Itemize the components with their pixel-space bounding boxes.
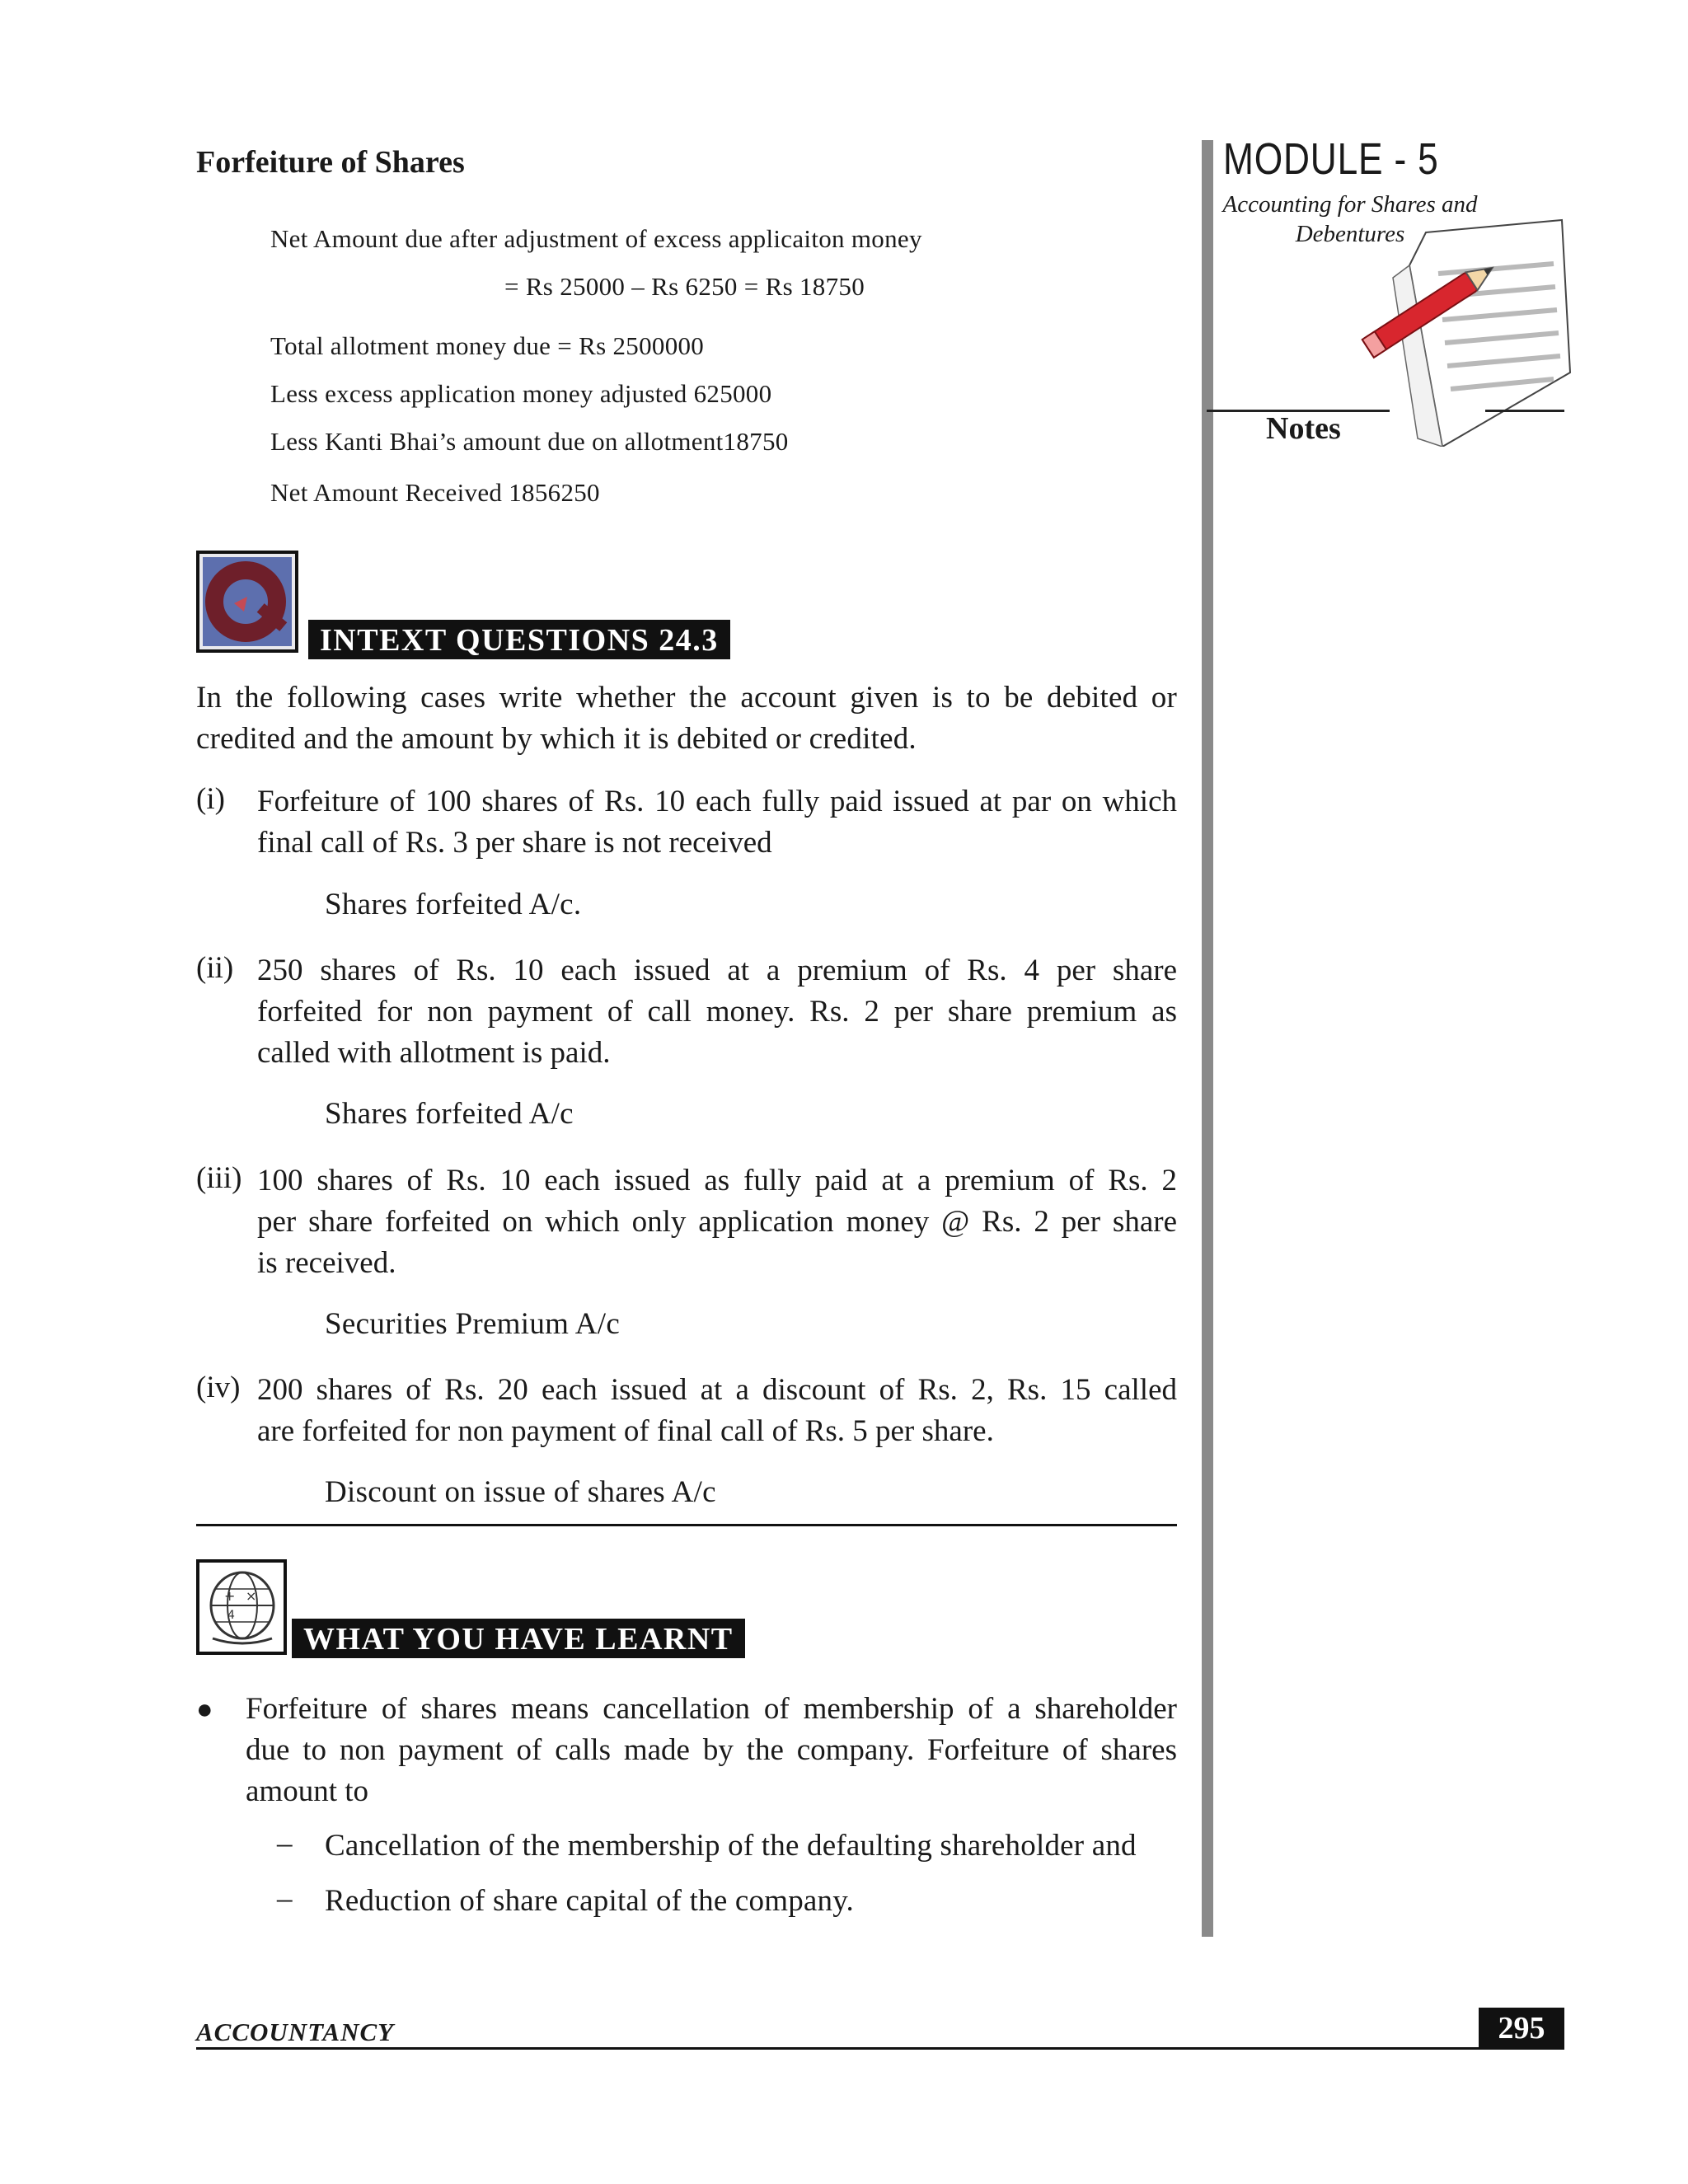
learnt-line: amount to bbox=[246, 1774, 369, 1808]
page-number: 295 bbox=[1479, 2008, 1564, 2049]
calc-line-5: Less Kanti Bhai’s amount due on allotment18750 bbox=[270, 427, 789, 456]
svg-text:×: × bbox=[246, 1588, 257, 1604]
module-subtitle-line1: Accounting for Shares and bbox=[1222, 191, 1478, 218]
learning-globe-icon bbox=[196, 1559, 287, 1655]
svg-text:+: + bbox=[224, 1588, 236, 1604]
learnt-bullet-text bbox=[246, 1689, 1177, 1812]
notes-label: Notes bbox=[1266, 411, 1341, 446]
question-text bbox=[257, 1370, 1177, 1452]
question-line: Forfeiture of 100 shares of Rs. 10 each fully paid issued at par on which bbox=[257, 785, 1177, 818]
question-q-icon bbox=[196, 551, 298, 653]
question-line: is received. bbox=[257, 1246, 396, 1280]
account-answer: Shares forfeited A/c. bbox=[325, 888, 582, 921]
notepad-pencil-icon bbox=[1360, 216, 1574, 447]
intext-intro-line1: In the following cases write whether the account given is to be debited or bbox=[196, 681, 1177, 715]
question-line: final call of Rs. 3 per share is not received bbox=[257, 826, 772, 860]
question-text bbox=[257, 1160, 1177, 1284]
intext-intro-line2: credited and the amount by which it is debited or credited. bbox=[196, 722, 917, 756]
question-text bbox=[257, 950, 1177, 1074]
intext-intro bbox=[196, 677, 1177, 760]
calc-line-4: Less excess application money adjusted 625000 bbox=[270, 379, 772, 408]
intext-questions-banner: INTEXT QUESTIONS 24.3 bbox=[308, 620, 730, 659]
calc-line-6: Net Amount Received 1856250 bbox=[270, 478, 600, 507]
learnt-line: Forfeiture of shares means cancellation of membership of a shareholder bbox=[246, 1692, 1177, 1726]
account-answer: Discount on issue of shares A/c bbox=[325, 1475, 716, 1509]
learnt-sub-item: Reduction of share capital of the company. bbox=[325, 1884, 854, 1918]
account-answer: Securities Premium A/c bbox=[325, 1307, 621, 1341]
dash-marker: – bbox=[277, 1882, 293, 1915]
svg-text:4: 4 bbox=[227, 1609, 235, 1622]
learnt-line: due to non payment of calls made by the company. Forfeiture of shares bbox=[246, 1733, 1177, 1767]
notes-rule-right bbox=[1485, 410, 1564, 412]
account-answer: Shares forfeited A/c bbox=[325, 1097, 574, 1131]
footer-rule bbox=[196, 2047, 1564, 2050]
question-text bbox=[257, 781, 1177, 864]
calc-line-1: Net Amount due after adjustment of excess applicaiton money bbox=[270, 224, 922, 253]
question-number: (ii) bbox=[196, 951, 234, 985]
question-line: 100 shares of Rs. 10 each issued as fully paid at a premium of Rs. 2 bbox=[257, 1164, 1177, 1197]
what-you-have-learnt-banner: WHAT YOU HAVE LEARNT bbox=[292, 1619, 745, 1658]
dash-marker: – bbox=[277, 1826, 293, 1860]
section-divider bbox=[196, 1524, 1177, 1526]
question-number: (iv) bbox=[196, 1371, 241, 1404]
page-heading: Forfeiture of Shares bbox=[196, 145, 465, 180]
module-subtitle-line2: Debentures bbox=[1295, 221, 1405, 247]
module-title: MODULE - 5 bbox=[1223, 134, 1439, 184]
bullet-icon: ● bbox=[196, 1694, 213, 1725]
learnt-sub-item: Cancellation of the membership of the defaulting shareholder and bbox=[325, 1829, 1137, 1863]
question-number: (i) bbox=[196, 782, 225, 816]
question-line: forfeited for non payment of call money. Rs. 2 per share premium as bbox=[257, 995, 1177, 1029]
calc-line-2: = Rs 25000 – Rs 6250 = Rs 18750 bbox=[504, 272, 865, 301]
question-number: (iii) bbox=[196, 1161, 242, 1195]
question-line: are forfeited for non payment of final call of Rs. 5 per share. bbox=[257, 1414, 994, 1448]
footer-subject: ACCOUNTANCY bbox=[196, 2018, 395, 2046]
question-line: 200 shares of Rs. 20 each issued at a discount of Rs. 2, Rs. 15 called bbox=[257, 1373, 1177, 1407]
calc-line-3: Total allotment money due = Rs 2500000 bbox=[270, 331, 705, 360]
question-line: called with allotment is paid. bbox=[257, 1036, 611, 1070]
question-line: per share forfeited on which only application money @ Rs. 2 per share bbox=[257, 1205, 1177, 1239]
question-line: 250 shares of Rs. 10 each issued at a premium of Rs. 4 per share bbox=[257, 954, 1177, 987]
